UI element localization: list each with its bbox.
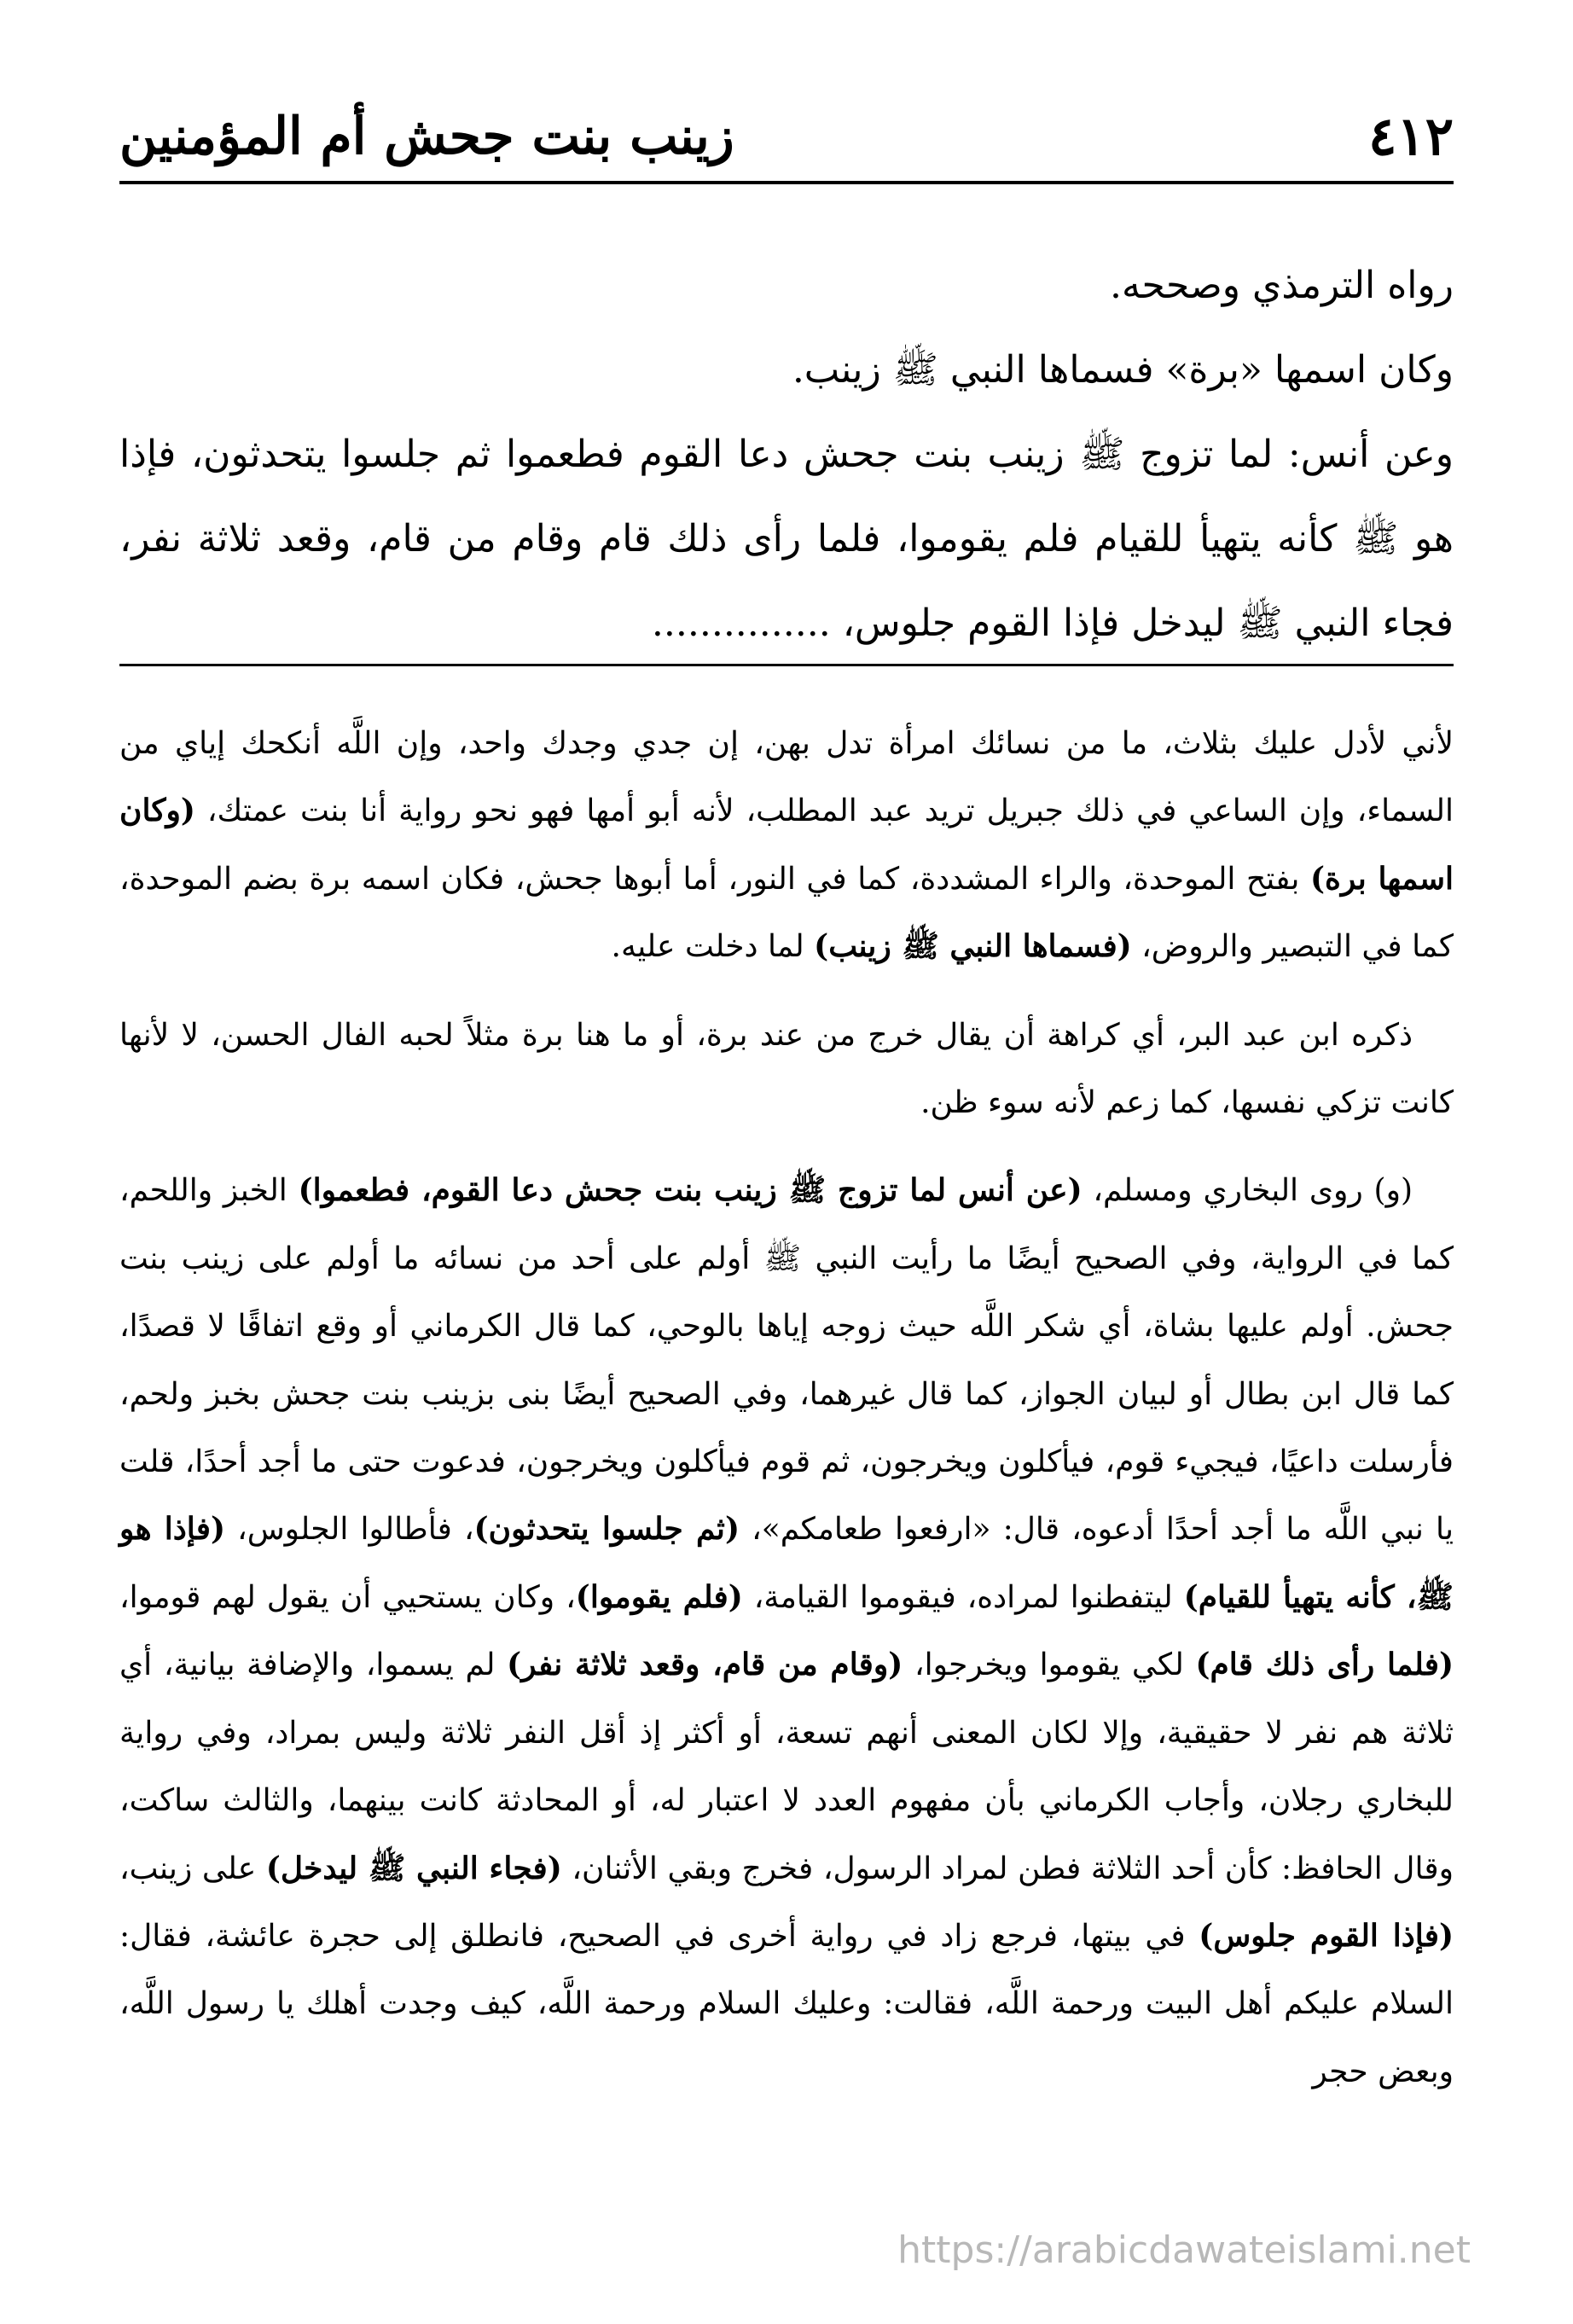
commentary-text-run: لكي يقوموا ويخرجوا، xyxy=(903,1647,1196,1683)
quoted-matn: (فإذا القوم جلوس) xyxy=(1199,1917,1454,1954)
page-header xyxy=(119,102,1454,171)
quoted-matn: (فجاء النبي ﷺ ليدخل) xyxy=(265,1850,562,1886)
commentary-paragraph-3 xyxy=(119,1157,1454,2106)
main-text xyxy=(119,243,1454,665)
commentary-text-run: على زينب، xyxy=(119,1850,266,1886)
watermark-url: https://arabicdawateislami.net xyxy=(897,2228,1471,2272)
matn-paragraph xyxy=(119,412,1454,665)
matn-line-2: وكان اسمها «برة» فسماها النبي ﷺ زينب. xyxy=(792,348,1454,392)
commentary-text-run: لم يسموا، والإضافة بيانية، أي ثلاثة هم نفر لا حقيقية، وإلا لكان المعنى أنهم تسعة، أو أكثر إذ أقل النفر ثلاثة وليس بمراد، وفي رواية للبخاري رجلان، وأجاب الكرماني بأن مفهوم العدد لا اعتبار له، أو المحادثة كانت بينهما، والثالث ساكت، وقال الحافظ: كأن أحد الثلاثة فطن لمراد الرسول، فخرج وبقي الأثنان، xyxy=(119,1647,1454,1886)
quoted-matn: (فإذا هو ﷺ، كأنه يتهيأ للقيام) xyxy=(119,1511,1454,1615)
commentary-text-run: ليتفطنوا لمراده، فيقوموا القيامة، xyxy=(742,1579,1184,1615)
continuation-dots: ............... xyxy=(651,601,831,645)
quoted-matn: (ثم جلسوا يتحدثون) xyxy=(473,1511,740,1548)
commentary-text-run: في بيتها، فرجع زاد في رواية أخرى في الصحيح، فانطلق إلى حجرة عائشة، فقال: السلام عليكم أهل البيت ورحمة اللَّه، فقالت: وعليك السلام ورحمة اللَّه، كيف وجدت أهلك يا رسول اللَّه، وبعض حجر xyxy=(119,1918,1454,2089)
quoted-matn: (عن أنس لما تزوج ﷺ زينب بنت جحش دعا القوم، فطعموا) xyxy=(298,1172,1083,1209)
commentary-text-run: لما دخلت عليه. xyxy=(611,929,815,965)
running-title: زينب بنت جحش أم المؤمنين xyxy=(119,107,734,166)
commentary-text-run: لأني لأدل عليك بثلاث، ما من نسائك امرأة تدل بهن، إن جدي وجدك واحد، وإن اللَّه أنكحك إياي من السماء، وإن الساعي في ذلك جبريل تريد عبد المطلب، لأنه أبو أمها فهو نحو رواية أنا بنت عمتك، xyxy=(119,726,1454,829)
commentary-text-run: بفتح الموحدة، والراء المشددة، كما في النور، أما أبوها جحش، فكان اسمه برة بضم الموحدة، كما في التبصير والروض، xyxy=(119,861,1454,965)
commentary-text-run: الخبز واللحم، كما في الرواية، وفي الصحيح أيضًا ما رأيت النبي ﷺ أولم على أحد من نسائه ما أولم على زينب بنت جحش. أولم عليها بشاة، أي شكر اللَّه حيث زوجه إياها بالوحي، كما قال الكرماني أو وقع اتفاقًا لا قصدًا، كما قال ابن بطال أو لبيان الجواز، كما قال غيرهما، وفي الصحيح أيضًا بنى بزينب بنت جحش بخبز ولحم، فأرسلت داعيًا، فيجيء قوم، فيأكلون ويخرجون، ثم قوم فيأكلون ويخرجون، فدعوت حتى ما أجد أحدًا، قلت يا نبي اللَّه ما أجد أحدًا أدعوه، قال: «ارفعوا طعامكم»، xyxy=(119,1173,1454,1548)
commentary-paragraph-1 xyxy=(119,710,1454,981)
commentary-text-run: ، فأطالوا الجلوس، xyxy=(225,1512,474,1548)
commentary-paragraph-2: ذكره ابن عبد البر، أي كراهة أن يقال خرج من عند برة، أو ما هنا برة مثلاً لحبه الفال الحسن، لا لأنها كانت تزكي نفسها، كما زعم لأنه سوء ظن. xyxy=(119,1017,1454,1121)
matn-line-1: رواه الترمذي وصححه. xyxy=(1109,264,1454,307)
commentary-text xyxy=(119,710,1454,2106)
quoted-matn: (وقام من قام، وقعد ثلاثة نفر) xyxy=(507,1647,903,1683)
separator-rule xyxy=(119,664,1454,666)
quoted-matn: (فلم يقوموا) xyxy=(575,1578,743,1615)
quoted-matn: (فسماها النبي ﷺ زينب) xyxy=(814,928,1132,965)
commentary-text-run: (و) روى البخاري ومسلم، xyxy=(1082,1173,1413,1209)
header-rule xyxy=(119,181,1454,184)
quoted-matn: (وكان اسمها برة) xyxy=(119,793,1454,897)
matn-paragraph-text: وعن أنس: لما تزوج ﷺ زينب بنت جحش دعا القوم فطعموا ثم جلسوا يتحدثون، فإذا هو ﷺ كأنه يتهيأ للقيام فلم يقوموا، فلما رأى ذلك قام وقام من قام، وقعد ثلاثة نفر، فجاء النبي ﷺ ليدخل فإذا القوم جلوس، xyxy=(119,433,1454,645)
page-number: ٤١٢ xyxy=(1368,105,1454,167)
quoted-matn: (فلما رأى ذلك قام) xyxy=(1195,1647,1454,1683)
commentary-text-run: ، وكان يستحيي أن يقول لهم قوموا، xyxy=(119,1579,576,1615)
